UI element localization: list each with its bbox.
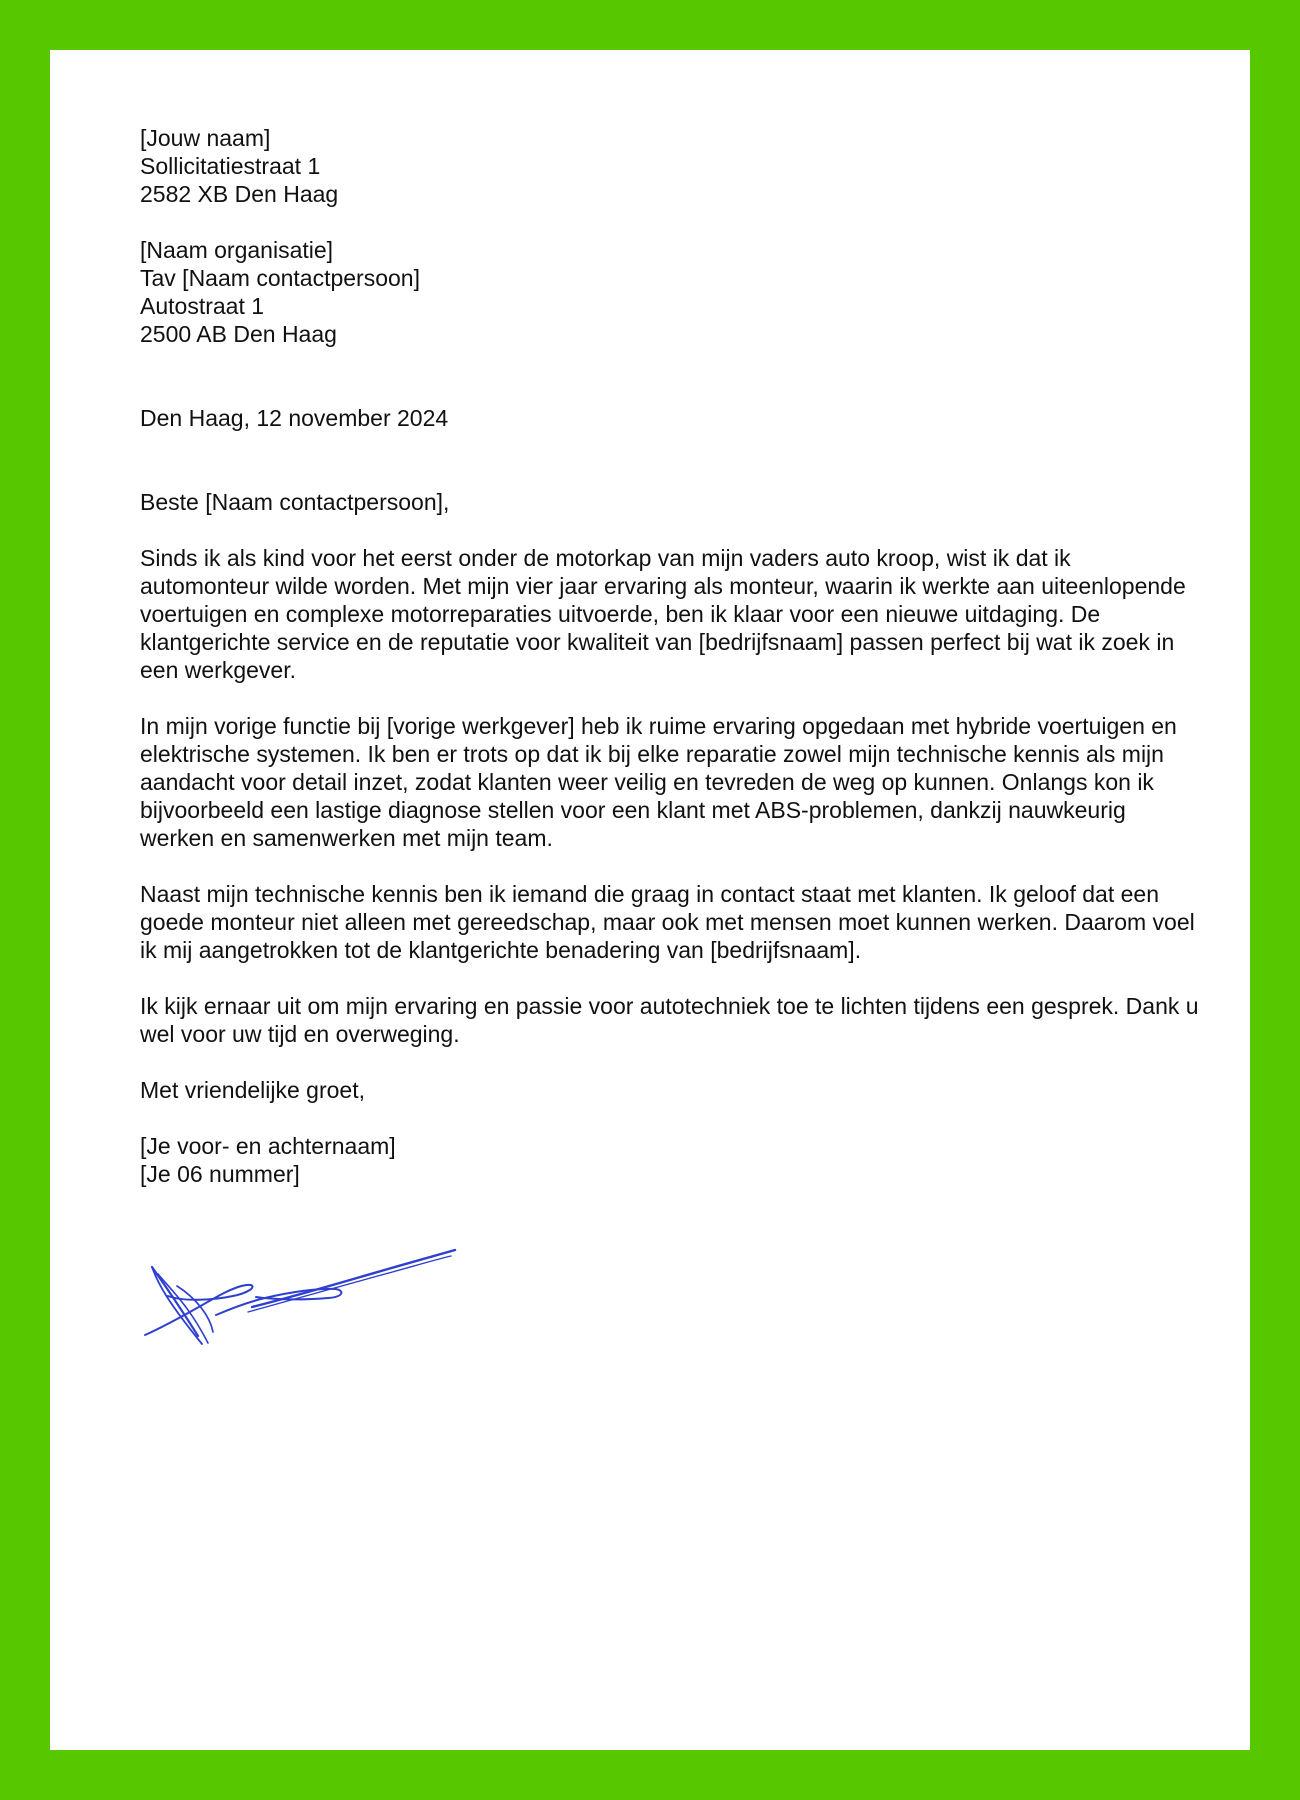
signer-details [140, 1132, 1200, 1188]
date-line: Den Haag, 12 november 2024 [140, 405, 449, 431]
paragraph-customer-focus: Naast mijn technische kennis ben ik iemand die graag in contact staat met klanten. Ik geloof dat een goede monteur niet alleen met gereedschap, maar ook met mensen moet kunnen werken. Daarom voel ik mij aangetrokken tot de klantgerichte benadering van [bedrijfsnaam]. [140, 881, 1195, 963]
paragraph-motivation: Sinds ik als kind voor het eerst onder de motorkap van mijn vaders auto kroop, wist ik dat ik automonteur wilde worden. Met mijn vier jaar ervaring als monteur, waarin ik werkte aan uiteenlopende voertuigen en complexe motorreparaties uitvoerde, ben ik klaar voor een nieuwe uitdaging. De klantgerichte service en de reputatie voor kwaliteit van [bedrijfsnaam] passen perfect bij wat ik zoek in een werkgever. [140, 545, 1186, 683]
sender-street: Sollicitatiestraat 1 [140, 153, 321, 179]
recipient-street: Autostraat 1 [140, 293, 265, 319]
signature-stroke [152, 1267, 198, 1336]
recipient-city: 2500 AB Den Haag [140, 321, 337, 347]
spacer [140, 432, 1200, 488]
spacer [140, 516, 1200, 544]
signature-stroke [158, 1274, 208, 1343]
recipient-attention: Tav [Naam contactpersoon] [140, 265, 420, 291]
signature-stroke [252, 1250, 455, 1307]
letter-page [50, 50, 1250, 1750]
spacer [140, 852, 1200, 880]
sender-city: 2582 XB Den Haag [140, 181, 339, 207]
spacer [140, 964, 1200, 992]
paragraph-experience: In mijn vorige functie bij [vorige werkgever] heb ik ruime ervaring opgedaan met hybride voertuigen en elektrische systemen. Ik ben er trots op dat ik bij elke reparatie zowel mijn technische kennis als mijn aandacht voor detail inzet, zodat klanten weer veilig en tevreden de weg op kunnen. Onlangs kon ik bijvoorbeeld een lastige diagnose stellen voor een klant met ABS-problemen, dankzij nauwkeurig werken en samenwerken met mijn team. [140, 713, 1177, 851]
spacer [140, 1104, 1200, 1132]
handwritten-signature [140, 1240, 460, 1360]
letter-body [140, 124, 1200, 1188]
signer-phone: [Je 06 nummer] [140, 1161, 300, 1187]
signer-name: [Je voor- en achternaam] [140, 1133, 396, 1159]
recipient-organisation: [Naam organisatie] [140, 237, 334, 263]
salutation: Beste [Naam contactpersoon], [140, 489, 450, 515]
sender-name: [Jouw naam] [140, 125, 271, 151]
recipient-address [140, 236, 1200, 348]
closing-greeting: Met vriendelijke groet, [140, 1077, 365, 1103]
spacer [140, 684, 1200, 712]
signature-stroke [248, 1256, 451, 1312]
spacer [140, 208, 1200, 236]
paragraph-closing: Ik kijk ernaar uit om mijn ervaring en passie voor autotechniek toe te lichten tijdens een gesprek. Dank u wel voor uw tijd en overweging. [140, 993, 1199, 1047]
spacer [140, 1048, 1200, 1076]
sender-address [140, 124, 1200, 208]
spacer [140, 348, 1200, 404]
signature-stroke [216, 1289, 341, 1315]
